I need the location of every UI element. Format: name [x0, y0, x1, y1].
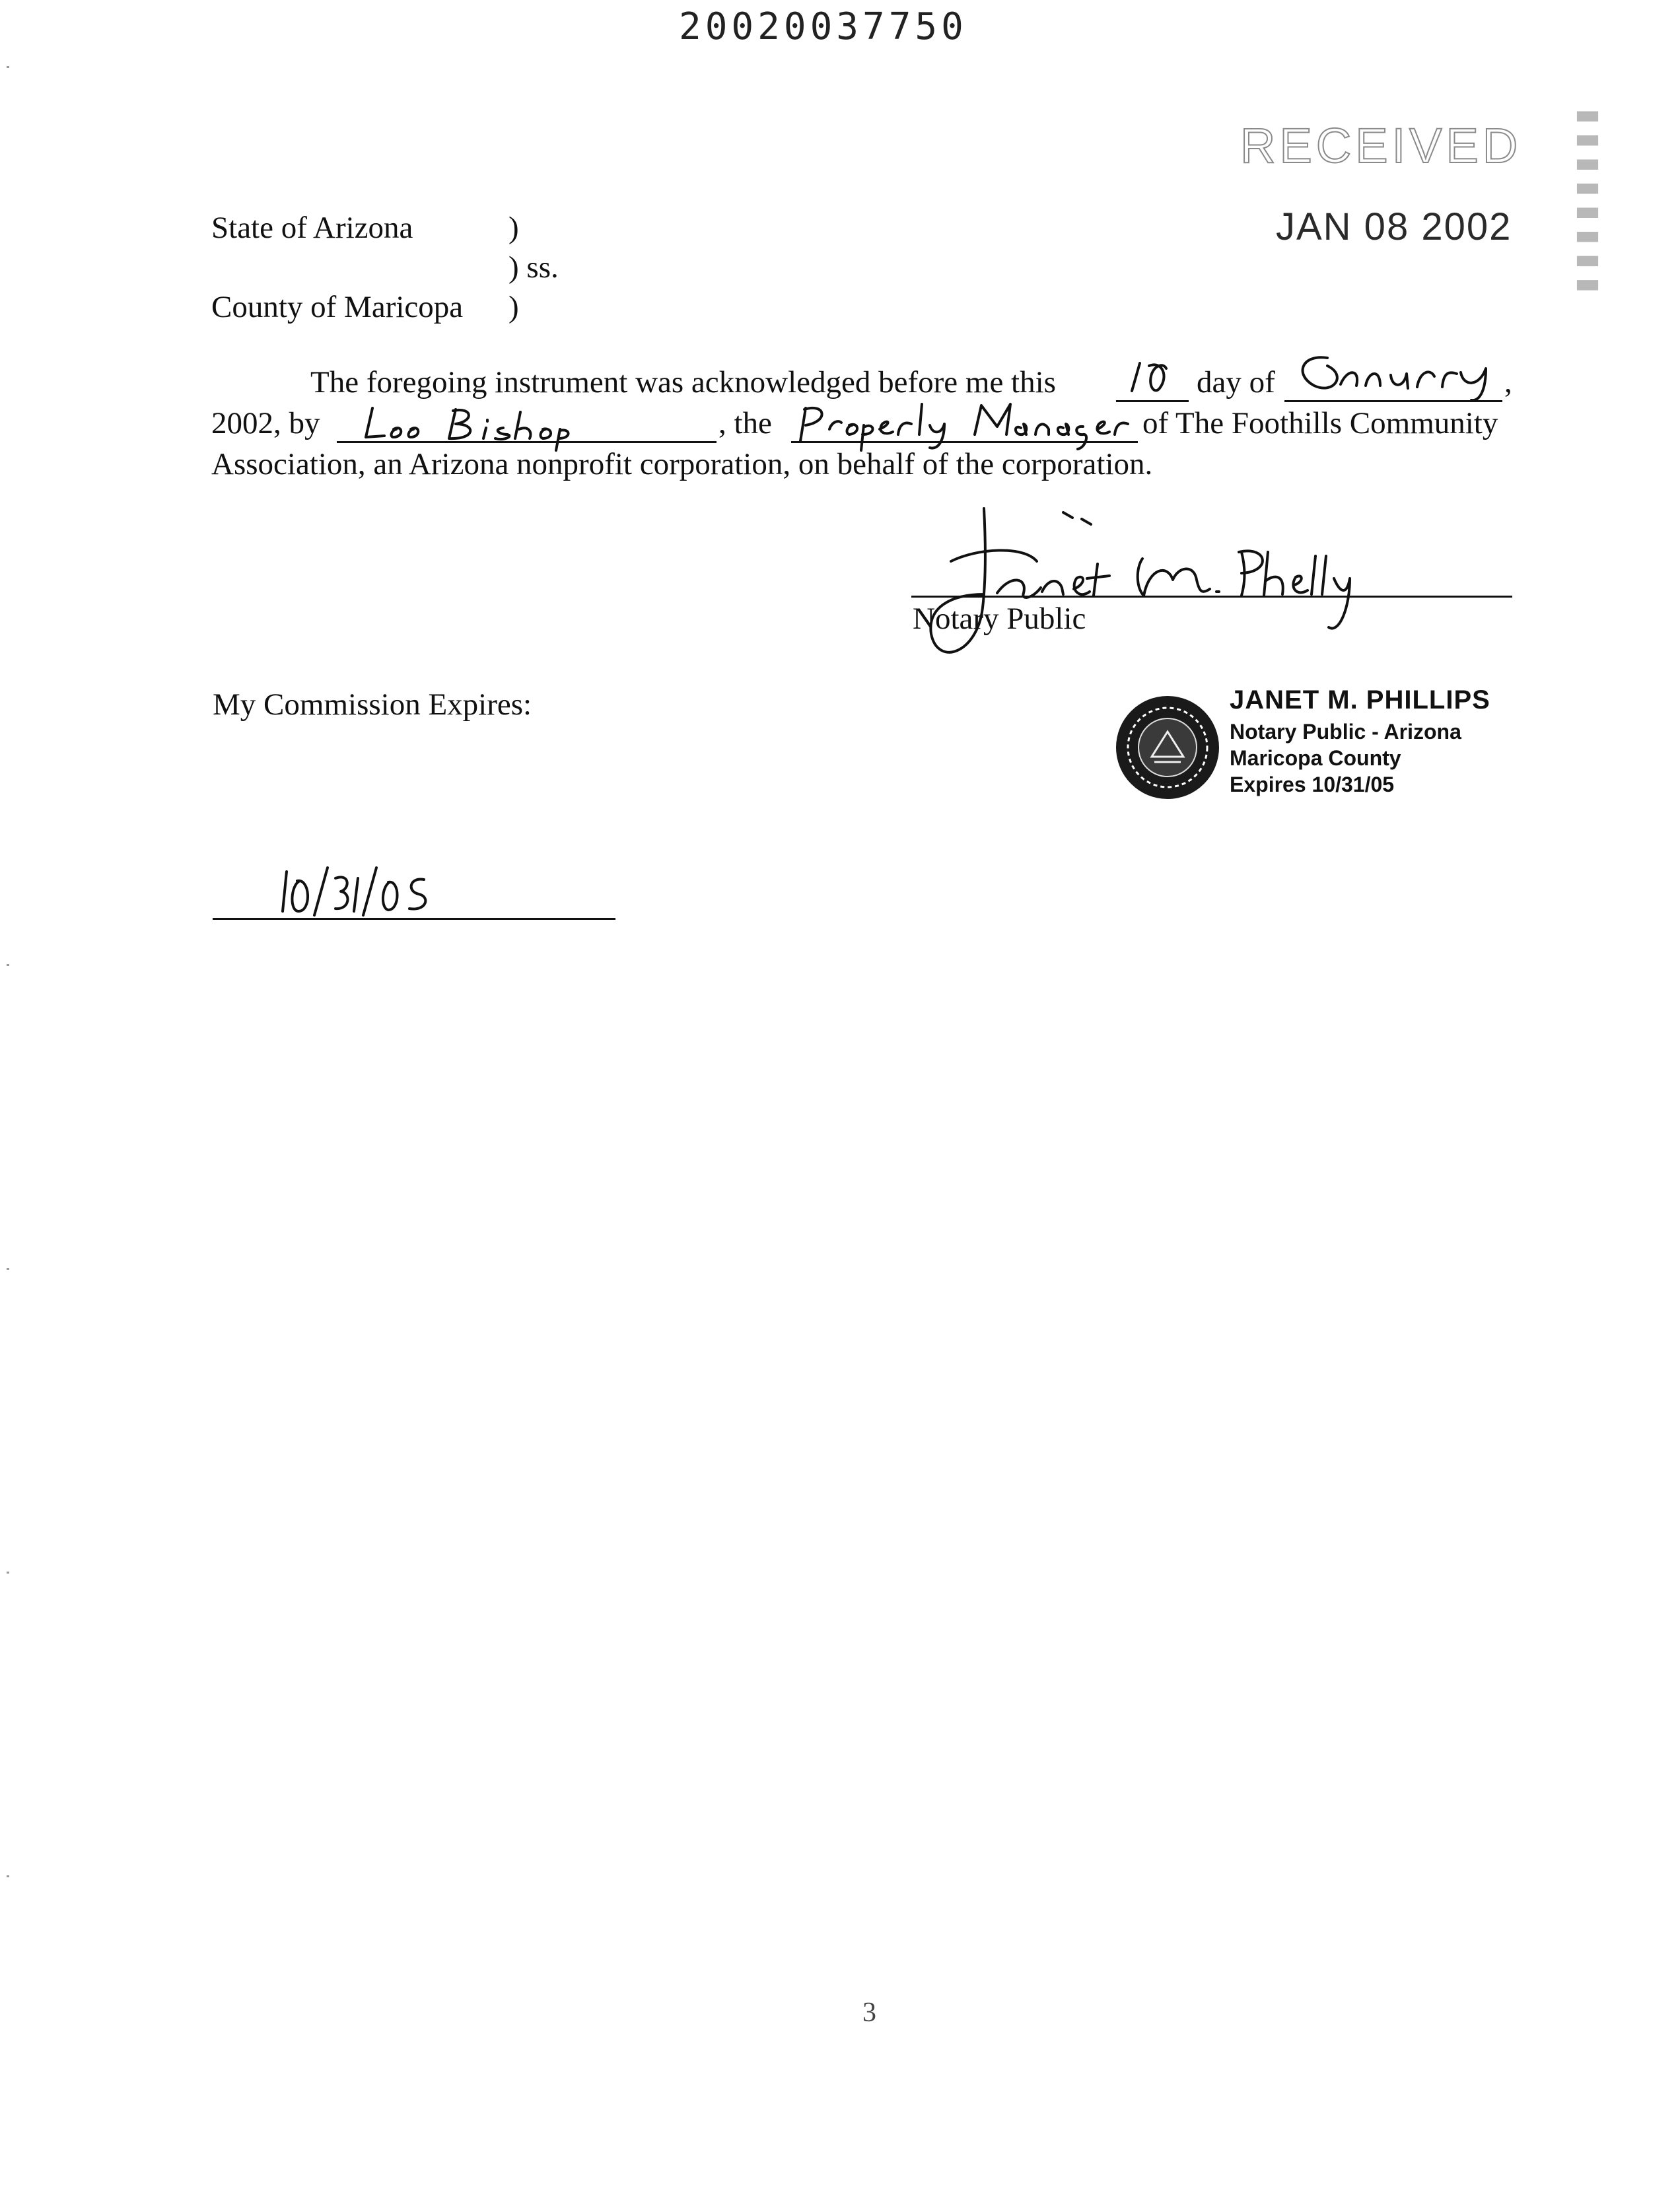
venue-county: County of Maricopa: [211, 290, 464, 324]
seal-line-3: Expires 10/31/05: [1230, 773, 1395, 796]
seal-notary-name: JANET M. PHILLIPS: [1230, 685, 1490, 714]
edge-tick: [7, 66, 9, 68]
month-handwriting: [1288, 349, 1499, 408]
received-stamp-label: RECEIVED: [1240, 118, 1522, 173]
edge-tick: [7, 1572, 9, 1574]
ack-line1-start: The foregoing instrument was acknowledged before me this: [310, 365, 1056, 399]
ack-line3: Association, an Arizona nonprofit corporation, on behalf of the corporation.: [211, 447, 1153, 481]
edge-tick: [7, 1875, 9, 1877]
seal-line-2: Maricopa County: [1230, 746, 1401, 770]
venue-ss: ) ss.: [508, 250, 559, 285]
notary-public-label: Notary Public: [913, 602, 1086, 636]
ack-line2-start: 2002, by: [211, 406, 320, 440]
venue-paren-1: ): [508, 211, 519, 245]
page-number: 3: [862, 1997, 876, 2028]
edge-tick: [7, 1268, 9, 1270]
commission-expires-line: [213, 918, 615, 920]
ack-line1-end: ,: [1504, 365, 1512, 399]
ack-line2-end: of The Foothills Community: [1142, 406, 1498, 440]
edge-tick: [7, 964, 9, 966]
ack-line1-mid: day of: [1197, 365, 1275, 399]
document-number: 20020037750: [679, 5, 967, 48]
notary-seal-emblem: [1113, 693, 1222, 802]
venue-state: State of Arizona: [211, 211, 413, 245]
commission-label: My Commission Expires:: [213, 687, 532, 722]
received-stamp-date: JAN 08 2002: [1276, 205, 1512, 248]
seal-line-1: Notary Public - Arizona: [1230, 720, 1461, 744]
notary-signature: [911, 495, 1347, 687]
ack-line2-mid: , the: [718, 406, 772, 440]
name-handwriting: [357, 400, 581, 453]
venue-paren-2: ): [508, 290, 519, 324]
side-stamp: ▮▮▮▮▮▮▮▮: [1570, 106, 1611, 299]
title-handwriting: [792, 395, 1136, 454]
commission-expires-handwriting: [277, 858, 449, 918]
